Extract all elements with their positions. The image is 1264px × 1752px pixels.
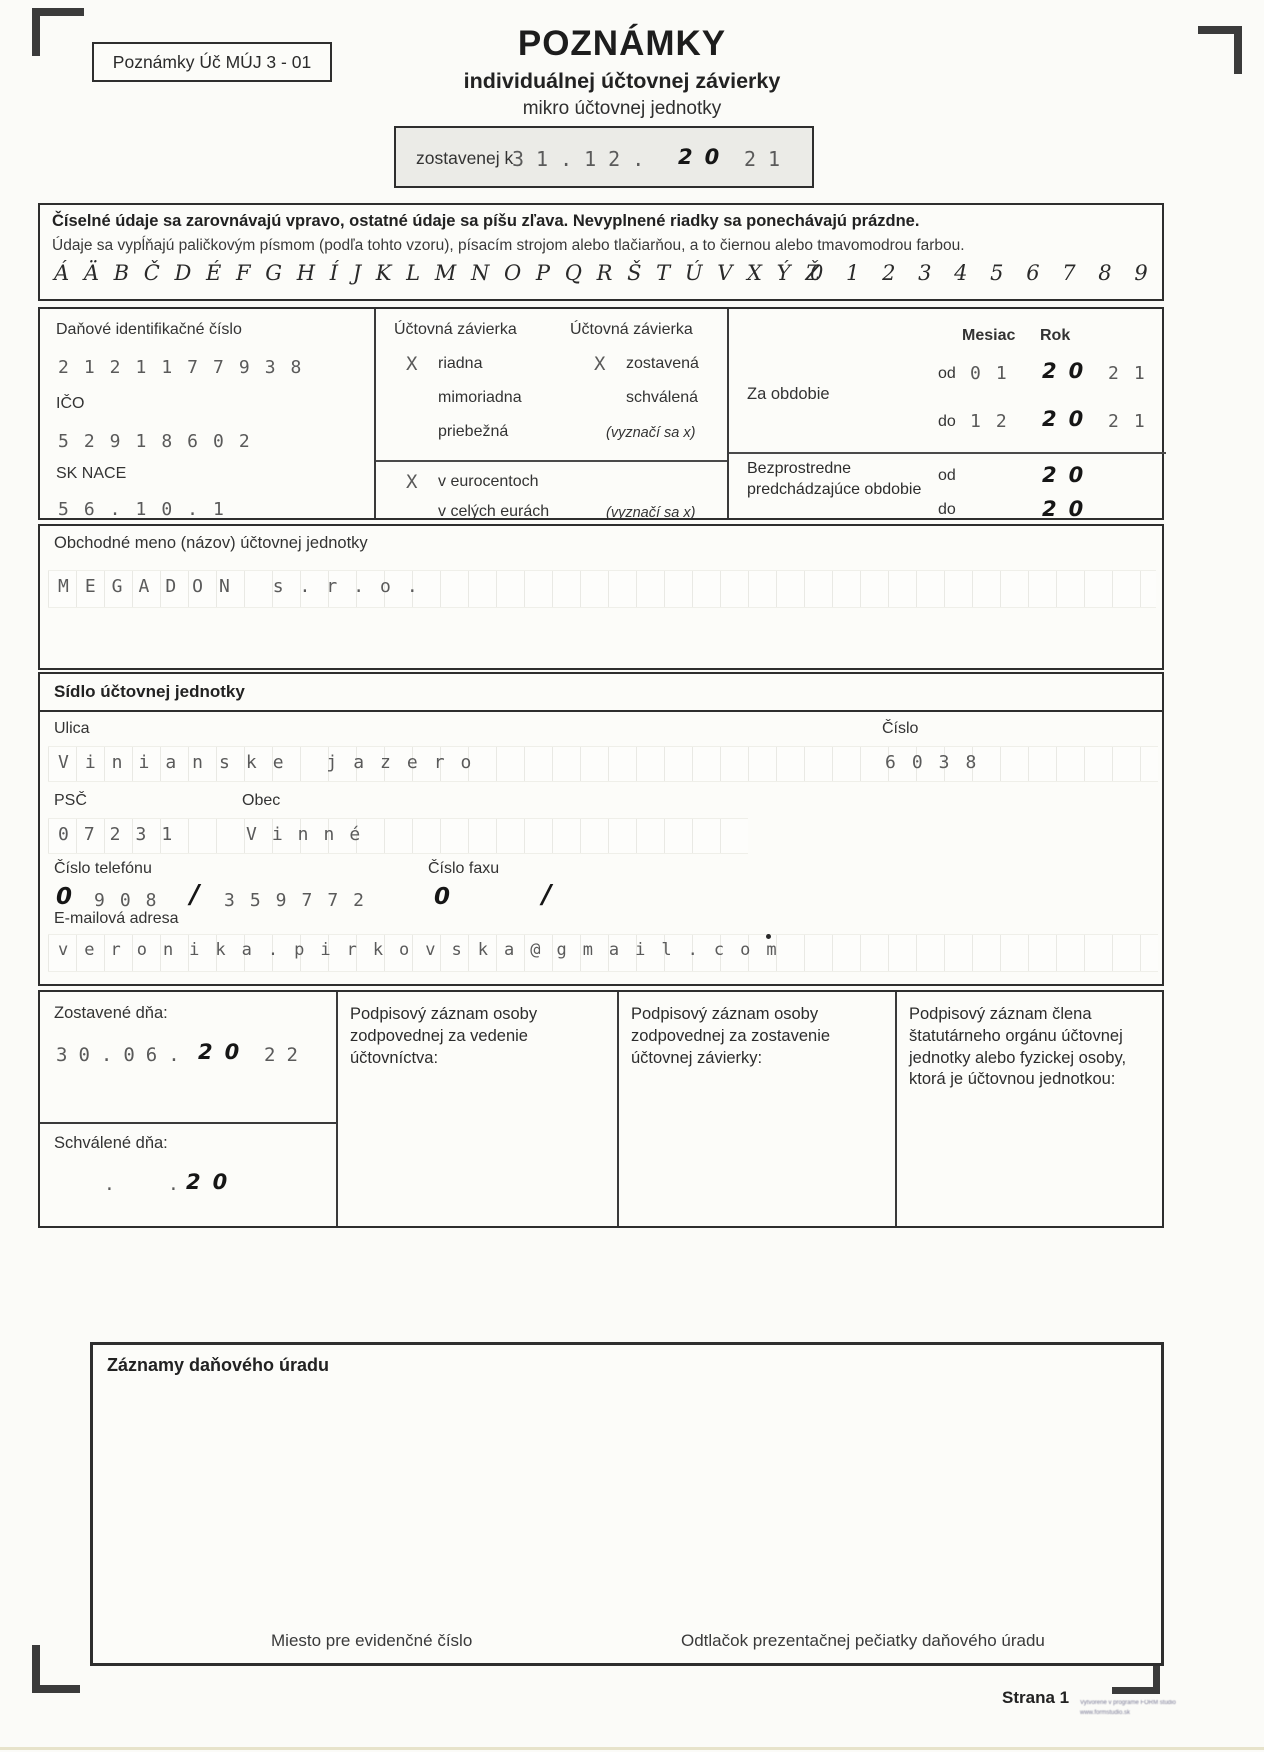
bezprostredne-label: Bezprostredne predchádzajúce obdobie bbox=[747, 460, 922, 498]
company-name-value: MEGADON s.r.o. bbox=[58, 576, 434, 597]
period-do-year: 21 bbox=[1108, 411, 1160, 432]
checkbox-zostavena-mark: X bbox=[594, 353, 606, 375]
sknace-label: SK NACE bbox=[56, 465, 127, 482]
ico-label: IČO bbox=[56, 395, 85, 412]
tax-office-box bbox=[90, 1342, 1164, 1666]
do-label-prev: do bbox=[938, 501, 956, 518]
row-divider bbox=[376, 460, 727, 462]
page-number: Strana 1 bbox=[1002, 1688, 1070, 1707]
mesiac-header: Mesiac bbox=[962, 327, 1016, 344]
zavierka-type-title: Účtovná závierka bbox=[394, 321, 517, 338]
signature-statutory-label: Podpisový záznam člena štatutárneho orgánu účtovnej jednotky alebo fyzickej osoby, ktorá je účtovnou jednotkou: bbox=[909, 1005, 1127, 1089]
ulica-value: Vinianske jazero bbox=[58, 752, 488, 773]
row-divider bbox=[729, 452, 1166, 454]
sknace-value: 56.10.1 bbox=[58, 499, 239, 520]
crop-mark-top-right bbox=[1198, 26, 1242, 74]
schvalene-dna-label: Schválené dňa: bbox=[54, 1134, 168, 1152]
email-label: E-mailová adresa bbox=[54, 910, 179, 927]
scan-bottom-edge bbox=[0, 1747, 1264, 1750]
psc-label: PSČ bbox=[54, 792, 87, 809]
checkbox-riadna-mark: X bbox=[406, 353, 418, 375]
period-od-year-preprint: 20 bbox=[1042, 359, 1096, 383]
telefon-slash-preprint: / bbox=[190, 880, 212, 910]
tax-office-title: Záznamy daňového úradu bbox=[107, 1355, 330, 1375]
footer-fineprint bbox=[1080, 1699, 1260, 1718]
column-divider bbox=[336, 992, 338, 1226]
label-celych-eurach: v celých eurách bbox=[438, 503, 550, 520]
psc-value: 07231 bbox=[58, 824, 188, 845]
instructions-box bbox=[38, 203, 1164, 301]
label-riadna: riadna bbox=[438, 355, 483, 372]
checkbox-eurocent-mark: X bbox=[406, 471, 418, 493]
sidlo-title: Sídlo účtovnej jednotky bbox=[54, 682, 245, 701]
label-zostavena: zostavená bbox=[626, 355, 699, 372]
page-subtitle-1: individuálnej účtovnej závierky bbox=[463, 69, 781, 93]
za-obdobie-label: Za obdobie bbox=[747, 385, 830, 403]
dic-label: Daňové identifikačné číslo bbox=[56, 321, 242, 338]
scan-dot-artifact bbox=[766, 934, 771, 939]
identification-box bbox=[38, 307, 1164, 520]
schvalene-dot-1: . bbox=[104, 1174, 115, 1195]
instruction-line-1: Číselné údaje sa zarovnávajú vpravo, ostatné údaje sa píšu zľava. Nevyplnené riadky sa ponechávajú prázdne. bbox=[52, 212, 920, 230]
telefon-value-a: 908 bbox=[94, 890, 172, 911]
obec-value: Vinné bbox=[246, 824, 376, 845]
crop-mark-bottom-right bbox=[1112, 1666, 1160, 1694]
ulica-label: Ulica bbox=[54, 720, 90, 737]
email-value: veronika.pirkovska@gmail.com bbox=[58, 940, 793, 960]
period-do-year-preprint: 20 bbox=[1042, 407, 1096, 431]
fax-label: Číslo faxu bbox=[428, 860, 500, 877]
page-title: POZNÁMKY bbox=[517, 24, 727, 63]
company-name-label: Obchodné meno (názov) účtovnej jednotky bbox=[54, 534, 368, 552]
column-divider bbox=[617, 992, 619, 1226]
registered-office-box bbox=[38, 672, 1164, 986]
period-od-month: 01 bbox=[970, 363, 1022, 384]
prev-od-year-preprint: 20 bbox=[1042, 463, 1096, 487]
signatures-box bbox=[38, 990, 1164, 1228]
mark-note-2: (vyznačí sa x) bbox=[606, 505, 696, 521]
specimen-letters: Á Ä B Č D É F G H Í J K L M N O P Q R Š T Ú V X Ý Ž bbox=[54, 261, 824, 285]
fax-prefix-preprint: 0 bbox=[434, 884, 463, 910]
crop-mark-top-left bbox=[32, 8, 84, 56]
telefon-label: Číslo telefónu bbox=[54, 860, 152, 877]
compiled-date-year-preprint: 20 bbox=[678, 145, 732, 169]
prev-do-year-preprint: 20 bbox=[1042, 497, 1096, 521]
telefon-prefix-preprint: 0 bbox=[56, 884, 85, 910]
signature-preparation-label: Podpisový záznam osoby zodpovednej za zostavenie účtovnej závierky: bbox=[631, 1005, 831, 1067]
label-eurocentoch: v eurocentoch bbox=[438, 473, 539, 490]
label-priebezna: priebežná bbox=[438, 423, 509, 440]
zostavene-year: 22 bbox=[264, 1044, 309, 1066]
zostavene-year-preprint: 20 bbox=[198, 1040, 252, 1064]
period-do-month: 12 bbox=[970, 411, 1022, 432]
schvalene-dot-2: . bbox=[168, 1174, 179, 1195]
zostavene-daymonth: 30.06. bbox=[56, 1044, 191, 1066]
odtlacok-peciatky-label: Odtlačok prezentačnej pečiatky daňového úradu bbox=[681, 1631, 1045, 1650]
column-divider bbox=[895, 992, 897, 1226]
specimen-digits: 0 1 2 3 4 5 6 7 8 9 bbox=[810, 261, 1156, 285]
form-code: Poznámky Úč MÚJ 3 - 01 bbox=[112, 52, 312, 72]
obec-label: Obec bbox=[242, 792, 281, 809]
form-code-box bbox=[92, 42, 332, 82]
ico-value: 52918602 bbox=[58, 431, 265, 452]
sidlo-title-divider bbox=[40, 710, 1162, 712]
od-label-prev: od bbox=[938, 467, 956, 484]
footer-fineprint-line-2: www.formstudio.sk bbox=[1080, 1709, 1131, 1716]
compiled-date-box bbox=[394, 126, 814, 188]
dic-value: 2121177938 bbox=[58, 357, 317, 378]
compiled-date-year: 21 bbox=[744, 147, 793, 171]
page-subtitle-2: mikro účtovnej jednotky bbox=[522, 98, 722, 119]
crop-mark-bottom-left bbox=[32, 1645, 80, 1693]
title-block bbox=[322, 24, 922, 120]
zavierka-status-title: Účtovná závierka bbox=[570, 321, 693, 338]
schvalene-year-preprint: 20 bbox=[186, 1170, 240, 1194]
footer-fineprint-line-1: Vytvorené v programe FORM studio bbox=[1080, 1700, 1176, 1706]
fax-slash-preprint: / bbox=[542, 880, 564, 910]
zostavene-schvalene-divider bbox=[40, 1122, 336, 1124]
cislo-label: Číslo bbox=[882, 720, 919, 737]
compiled-date-daymonth: 31.12. bbox=[512, 147, 657, 171]
compiled-date-label: zostavenej k bbox=[416, 148, 514, 168]
period-od-year: 21 bbox=[1108, 363, 1160, 384]
rok-header: Rok bbox=[1040, 327, 1071, 344]
company-name-box bbox=[38, 524, 1164, 670]
telefon-value-b: 359772 bbox=[224, 890, 380, 911]
evidencne-cislo-label: Miesto pre evidenčné číslo bbox=[271, 1631, 473, 1650]
do-label: do bbox=[938, 413, 956, 430]
zostavene-dna-label: Zostavené dňa: bbox=[54, 1004, 168, 1022]
signature-bookkeeping-label: Podpisový záznam osoby zodpovednej za vedenie účtovníctva: bbox=[350, 1005, 538, 1067]
mark-note: (vyznačí sa x) bbox=[606, 425, 696, 441]
column-divider bbox=[727, 309, 729, 518]
label-mimoriadna: mimoriadna bbox=[438, 389, 522, 406]
cislo-value: 6038 bbox=[885, 752, 993, 773]
od-label: od bbox=[938, 365, 956, 382]
label-schvalena: schválená bbox=[626, 389, 699, 406]
instruction-line-2: Údaje sa vypĺňajú paličkovým písmom (podľa tohto vzoru), písacím strojom alebo tlačiarňou, a to čiernou alebo tmavomodrou farbou. bbox=[52, 237, 965, 254]
column-divider bbox=[374, 309, 376, 518]
